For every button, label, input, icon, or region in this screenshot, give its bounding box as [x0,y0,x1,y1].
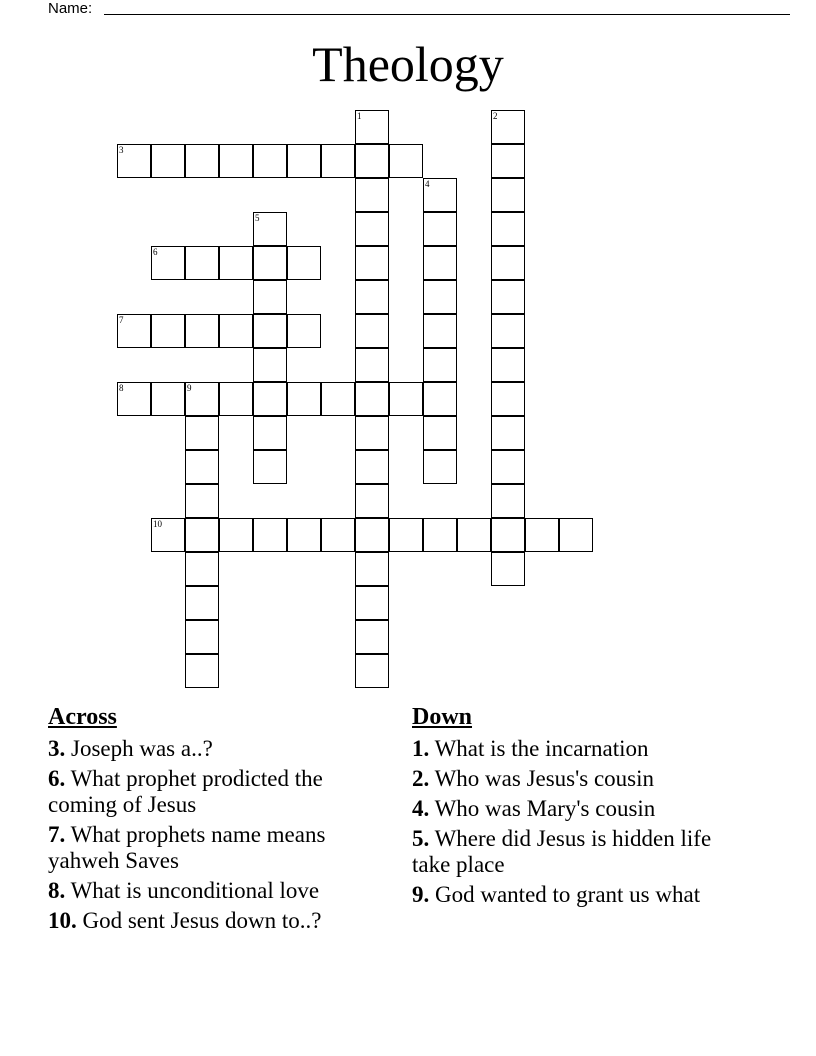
grid-cell[interactable] [491,518,525,552]
grid-cell[interactable] [355,416,389,450]
clue-text: God sent Jesus down to..? [82,908,322,933]
clue-text: God wanted to grant us what [435,882,701,907]
grid-cell[interactable] [321,144,355,178]
clue-number: 3. [48,736,66,761]
grid-cell[interactable] [185,620,219,654]
cell-number: 1 [357,111,362,121]
grid-cell[interactable] [185,416,219,450]
grid-cell[interactable] [423,314,457,348]
clue-text: What is the incarnation [434,736,649,761]
down-heading: Down [412,704,473,730]
clue-number: 5. [412,826,430,851]
grid-cell[interactable] [355,144,389,178]
grid-cell[interactable] [491,110,525,144]
across-heading: Across [48,704,117,730]
grid-cell[interactable] [151,144,185,178]
grid-cell[interactable] [423,450,457,484]
grid-cell[interactable] [185,314,219,348]
grid-cell[interactable] [423,416,457,450]
cell-number: 5 [255,213,260,223]
grid-cell[interactable] [491,144,525,178]
grid-cell[interactable] [355,110,389,144]
grid-cell[interactable] [287,144,321,178]
grid-cell[interactable] [185,382,219,416]
clue-across-6 [48,766,388,818]
clue-across-3 [48,736,388,762]
grid-cell[interactable] [491,212,525,246]
cell-number: 8 [119,383,124,393]
down-clues [412,702,742,912]
grid-cell[interactable] [185,246,219,280]
grid-cell[interactable] [185,450,219,484]
grid-cell[interactable] [117,382,151,416]
grid-cell[interactable] [355,280,389,314]
grid-cell[interactable] [457,518,491,552]
clue-text: What prophets name means yahweh Saves [48,822,326,873]
clue-text: Who was Jesus's cousin [434,766,655,791]
clue-text: Where did Jesus is hidden life take place [412,826,712,877]
grid-cell[interactable] [185,484,219,518]
grid-cell[interactable] [491,484,525,518]
cell-number: 9 [187,383,192,393]
clue-number: 10. [48,908,77,933]
grid-cell[interactable] [355,654,389,688]
across-clues [48,702,388,938]
grid-cell[interactable] [151,314,185,348]
grid-cell[interactable] [423,382,457,416]
grid-cell[interactable] [321,518,355,552]
grid-cell[interactable] [287,382,321,416]
clue-number: 4. [412,796,430,821]
cell-number: 4 [425,179,430,189]
grid-cell[interactable] [219,518,253,552]
grid-cell[interactable] [219,314,253,348]
cell-number: 3 [119,145,124,155]
grid-cell[interactable] [525,518,559,552]
grid-cell[interactable] [355,586,389,620]
grid-cell[interactable] [355,450,389,484]
clue-text: What is unconditional love [70,878,320,903]
clue-number: 9. [412,882,430,907]
grid-cell[interactable] [389,144,423,178]
clue-across-10 [48,908,388,934]
clue-text: What prophet prodicted the coming of Jesus [48,766,323,817]
clue-down-5 [412,826,742,878]
grid-cell[interactable] [253,246,287,280]
grid-cell[interactable] [151,382,185,416]
clue-text: Joseph was a..? [71,736,213,761]
grid-cell[interactable] [117,314,151,348]
grid-cell[interactable] [253,212,287,246]
grid-cell[interactable] [423,348,457,382]
clue-down-4 [412,796,742,822]
grid-cell[interactable] [253,348,287,382]
cell-number: 2 [493,111,498,121]
grid-cell[interactable] [287,314,321,348]
grid-cell[interactable] [355,484,389,518]
grid-cell[interactable] [185,518,219,552]
grid-cell[interactable] [491,552,525,586]
grid-cell[interactable] [355,212,389,246]
grid-cell[interactable] [355,178,389,212]
grid-cell[interactable] [389,518,423,552]
clue-text: Who was Mary's cousin [434,796,656,821]
grid-cell[interactable] [117,144,151,178]
grid-cell[interactable] [219,382,253,416]
grid-cell[interactable] [253,416,287,450]
grid-cell[interactable] [491,382,525,416]
clue-down-1 [412,736,742,762]
grid-cell[interactable] [253,144,287,178]
grid-cell[interactable] [321,382,355,416]
page-title: Theology [312,36,504,92]
grid-cell[interactable] [253,450,287,484]
clue-across-8 [48,878,388,904]
grid-cell[interactable] [185,144,219,178]
grid-cell[interactable] [287,518,321,552]
grid-cell[interactable] [219,246,253,280]
grid-cell[interactable] [355,314,389,348]
clue-number: 6. [48,766,66,791]
grid-cell[interactable] [491,348,525,382]
grid-cell[interactable] [491,246,525,280]
grid-cell[interactable] [355,552,389,586]
grid-cell[interactable] [559,518,593,552]
clue-down-9 [412,882,742,908]
grid-cell[interactable] [253,382,287,416]
grid-cell[interactable] [491,178,525,212]
grid-cell[interactable] [355,620,389,654]
grid-cell[interactable] [389,382,423,416]
clue-number: 2. [412,766,430,791]
name-field[interactable] [48,0,748,20]
cell-number: 10 [153,519,162,529]
grid-cell[interactable] [355,518,389,552]
grid-cell[interactable] [491,416,525,450]
clue-number: 1. [412,736,430,761]
grid-cell[interactable] [253,518,287,552]
name-label: Name: [48,0,93,17]
cell-number: 7 [119,315,124,325]
cell-number: 6 [153,247,158,257]
grid-cell[interactable] [491,314,525,348]
grid-cell[interactable] [491,450,525,484]
grid-cell[interactable] [287,246,321,280]
grid-cell[interactable] [355,348,389,382]
grid-cell[interactable] [185,552,219,586]
grid-cell[interactable] [423,518,457,552]
grid-cell[interactable] [491,280,525,314]
name-underline [104,14,790,15]
grid-cell[interactable] [151,518,185,552]
grid-cell[interactable] [185,586,219,620]
grid-cell[interactable] [219,144,253,178]
grid-cell[interactable] [151,246,185,280]
grid-cell[interactable] [423,246,457,280]
grid-cell[interactable] [253,314,287,348]
grid-cell[interactable] [253,280,287,314]
clue-number: 7. [48,822,66,847]
clue-down-2 [412,766,742,792]
grid-cell[interactable] [185,654,219,688]
grid-cell[interactable] [423,212,457,246]
clue-number: 8. [48,878,66,903]
grid-cell[interactable] [355,382,389,416]
grid-cell[interactable] [423,280,457,314]
clue-across-7 [48,822,388,874]
grid-cell[interactable] [423,178,457,212]
grid-cell[interactable] [355,246,389,280]
